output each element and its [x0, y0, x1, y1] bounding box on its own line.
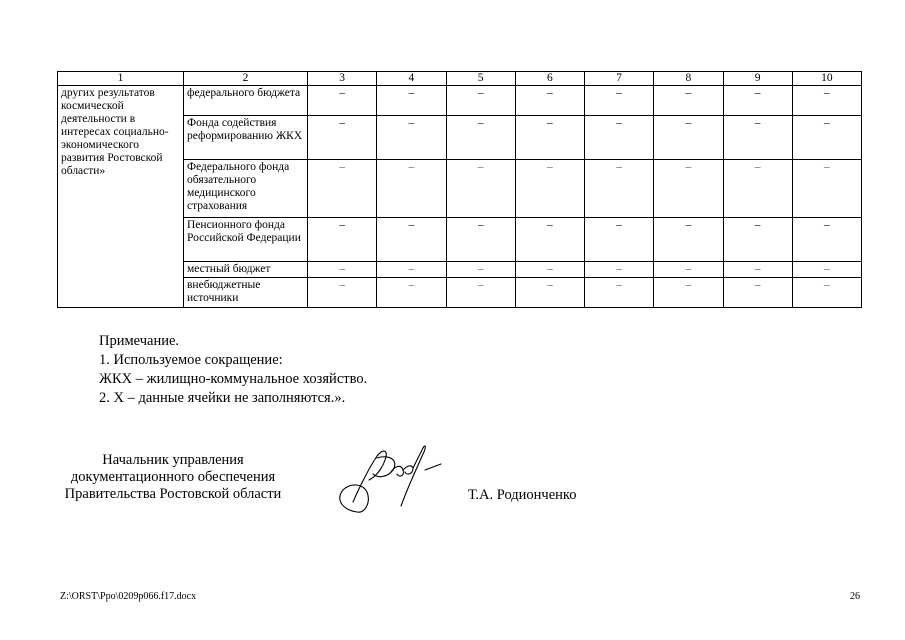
value-cell: –: [723, 86, 792, 116]
funding-source-cell: Фонда содействия реформированию ЖКХ: [184, 116, 308, 160]
notes-line: ЖКХ – жилищно-коммунальное хозяйство.: [99, 371, 368, 387]
header-cell: 4: [377, 72, 446, 86]
position-line: Начальник управления: [102, 452, 244, 468]
value-cell: –: [792, 278, 861, 308]
value-cell: –: [446, 116, 515, 160]
value-cell: –: [515, 160, 584, 218]
header-cell: 8: [654, 72, 723, 86]
header-cell: 6: [515, 72, 584, 86]
funding-source-cell: Пенсионного фонда Российской Федерации: [184, 218, 308, 262]
funding-source-cell: Федерального фонда обязательного медицинского страхования: [184, 160, 308, 218]
position-line: Правительства Ростовской области: [64, 486, 282, 502]
funding-source-cell: внебюджетные источники: [184, 278, 308, 308]
value-cell: –: [446, 86, 515, 116]
table-row: [58, 86, 862, 116]
value-cell: –: [723, 218, 792, 262]
value-cell: –: [308, 86, 377, 116]
value-cell: –: [654, 262, 723, 278]
funding-source-cell: местный бюджет: [184, 262, 308, 278]
header-cell: 1: [58, 72, 184, 86]
value-cell: –: [308, 116, 377, 160]
header-cell: 5: [446, 72, 515, 86]
handwritten-signature: [333, 440, 443, 520]
value-cell: –: [377, 262, 446, 278]
value-cell: –: [377, 160, 446, 218]
value-cell: –: [792, 262, 861, 278]
signer-name: Т.А. Родионченко: [468, 487, 577, 503]
value-cell: –: [308, 218, 377, 262]
value-cell: –: [515, 278, 584, 308]
header-cell: 3: [308, 72, 377, 86]
value-cell: –: [585, 262, 654, 278]
value-cell: –: [446, 160, 515, 218]
value-cell: –: [654, 116, 723, 160]
table-header-row: [58, 72, 862, 86]
value-cell: –: [723, 116, 792, 160]
value-cell: –: [515, 218, 584, 262]
value-cell: –: [446, 278, 515, 308]
value-cell: –: [585, 278, 654, 308]
header-cell: 9: [723, 72, 792, 86]
value-cell: –: [308, 278, 377, 308]
value-cell: –: [377, 218, 446, 262]
page-number: 26: [850, 591, 860, 602]
budget-table: [57, 71, 862, 308]
value-cell: –: [792, 218, 861, 262]
signer-position: [55, 452, 291, 503]
program-name-cell: других результатов космической деятельности в интересах социально-экономического развития Ростовской области»: [58, 86, 184, 308]
value-cell: –: [654, 86, 723, 116]
header-cell: 2: [184, 72, 308, 86]
value-cell: –: [446, 218, 515, 262]
notes-line: 2. Х – данные ячейки не заполняются.».: [99, 390, 346, 406]
notes-block: [99, 332, 367, 408]
value-cell: –: [792, 160, 861, 218]
value-cell: –: [585, 160, 654, 218]
value-cell: –: [585, 86, 654, 116]
value-cell: –: [377, 116, 446, 160]
value-cell: –: [515, 116, 584, 160]
value-cell: –: [585, 218, 654, 262]
value-cell: –: [515, 86, 584, 116]
notes-line: 1. Используемое сокращение:: [99, 352, 283, 368]
value-cell: –: [654, 278, 723, 308]
value-cell: –: [446, 262, 515, 278]
value-cell: –: [308, 262, 377, 278]
value-cell: –: [308, 160, 377, 218]
value-cell: –: [792, 86, 861, 116]
value-cell: –: [654, 218, 723, 262]
value-cell: –: [792, 116, 861, 160]
file-path: Z:\ORST\Ppo\0209p066.f17.docx: [60, 591, 197, 602]
value-cell: –: [515, 262, 584, 278]
value-cell: –: [723, 160, 792, 218]
header-cell: 10: [792, 72, 861, 86]
funding-source-cell: федерального бюджета: [184, 86, 308, 116]
value-cell: –: [585, 116, 654, 160]
value-cell: –: [723, 278, 792, 308]
header-cell: 7: [585, 72, 654, 86]
value-cell: –: [723, 262, 792, 278]
value-cell: –: [377, 86, 446, 116]
position-line: документационного обеспечения: [70, 469, 276, 485]
value-cell: –: [377, 278, 446, 308]
notes-title: Примечание.: [99, 333, 180, 349]
value-cell: –: [654, 160, 723, 218]
